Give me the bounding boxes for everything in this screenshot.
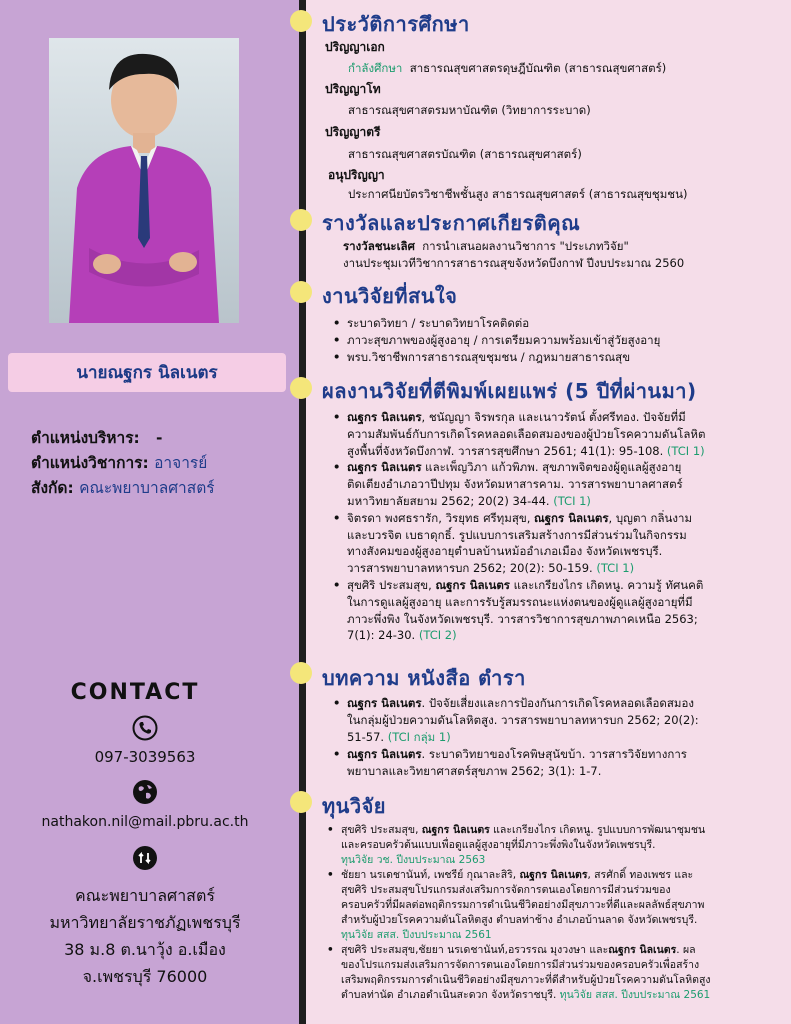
email-address[interactable]: nathakon.nil@mail.pbru.ac.th [41, 814, 249, 830]
grant-text: สำหรับผู้ป่วยโรคความดันโลหิตสูง ตำบลท่าช้าง อำเภอบ้านลาด จังหวัดเพชรบุรี. [341, 914, 698, 926]
phd-entry [348, 60, 666, 77]
publication-text: สูงพื้นที่จังหวัดบึงกาฬ. วารสารสุขศึกษา 2561; 41(1): 95-108. [347, 443, 667, 458]
publication-text: , บุญตา กลิ่นงาม [608, 510, 693, 525]
admin-position-value: - [155, 429, 163, 447]
academic-position-value: อาจารย์ [154, 454, 208, 472]
grant-text: และเกรียงไกร เกิดหนู. รูปแบบการพัฒนาชุมชน [489, 824, 706, 836]
author-highlight: ณฐกร นิลเนตร [608, 944, 677, 956]
publications-heading: ผลงานวิจัยที่ตีพิมพ์เผยแพร่ (5 ปีที่ผ่านมา) [322, 379, 697, 403]
center-divider [299, 0, 306, 1024]
award-detail: การนำเสนอผลงานวิชาการ "ประเภทวิจัย" [422, 239, 629, 253]
admin-position-label: ตำแหน่งบริหาร: [31, 429, 140, 447]
grant-text: สุขศิริ ประสมสุขโปรแกรมส่งเสริมการจัดการตนเองโดยการมีส่วนร่วมของ [341, 884, 671, 896]
award-rank: รางวัลชนะเลิศ [343, 239, 415, 253]
author-highlight: ณฐกร นิลเนตร [347, 460, 422, 475]
tci-badge: (TCI 1) [666, 443, 705, 458]
tci-badge: (TCI 1) [596, 561, 635, 576]
section-dot-icon [290, 377, 312, 399]
globe-icon [132, 779, 158, 805]
grant-text: ตำบลท่านัด อำเภอดำเนินสะดวก จังหวัดราชบุรี. [341, 989, 560, 1001]
publication-text: จิตรดา พงศธรารัก, วิรยุทธ ศรีทุมสุข, [347, 510, 535, 525]
awards-heading: รางวัลและประกาศเกียรติคุณ [322, 211, 581, 235]
publication-text: , ชนัญญา จิรพรกุล และเนาวรัตน์ ตั้งศรีทอง. ปัจจัยที่มี [421, 410, 686, 424]
grant-text: สุขศิริ ประสมสุข, [341, 824, 422, 836]
interests-heading: งานวิจัยที่สนใจ [322, 284, 458, 308]
publication-item [333, 510, 705, 577]
grant-text: สุขศิริ ประสมสุข,ชัยยา นรเดชานันท์,อรวรรณ มุงวงษา และ [341, 944, 609, 956]
grant-text: ชัยยา นรเดชานันท์, เพชรีย์ กุณาละสิริ, [341, 869, 520, 881]
interests-list [333, 315, 660, 366]
affiliation-label: สังกัด: [31, 479, 74, 497]
section-dot-icon [290, 791, 312, 813]
articles-heading: บทความ หนังสือ ตำรา [322, 666, 526, 690]
person-portrait-icon [49, 38, 239, 323]
award-event: งานประชุมเวทีวิชาการสาธารณสุขจังหวัดบึงกาฬ ปีงบประมาณ 2560 [343, 256, 685, 270]
author-highlight: ณฐกร นิลเนตร [519, 869, 588, 881]
author-highlight: ณฐกร นิลเนตร [421, 824, 490, 836]
phd-label: ปริญญาเอก [325, 40, 385, 54]
section-dot-icon [290, 662, 312, 684]
grant-item [327, 943, 710, 1003]
publication-text: และเกรียงไกร เกิดหนู. ความรู้ ทัศนคติ [509, 577, 704, 592]
directions-icon [132, 845, 158, 871]
publication-text: ในการดูแลผู้สูงอายุ และการรับรู้สมรรถนะแห่งตนของผู้ดูแลผู้สูงอายุที่มี [347, 594, 693, 609]
diploma-label: อนุปริญญา [328, 168, 385, 182]
bachelor-label: ปริญญาตรี [325, 125, 381, 139]
publication-text: และบวรจิต เบธาดุกธิ์. รูปแบบการเสริมสร้างการมีส่วนร่วมในกิจกรรม [347, 527, 687, 542]
author-highlight: ณฐกร นิลเนตร [534, 510, 609, 525]
article-text: . ระบาดวิทยาของโรคพิษสุนัขบ้า. วารสารวิจัยทางการ [421, 747, 687, 761]
author-highlight: ณฐกร นิลเนตร [435, 577, 510, 592]
master-label: ปริญญาโท [325, 82, 381, 96]
contact-title: CONTACT [70, 680, 200, 705]
section-dot-icon [290, 209, 312, 231]
address-line: 38 ม.8 ต.นาวุ้ง อ.เมือง [64, 940, 226, 959]
publication-item [333, 459, 705, 509]
admin-position-row [31, 426, 215, 451]
grant-item [327, 823, 710, 868]
publications-list [333, 409, 705, 644]
article-item [333, 695, 699, 746]
master-degree: สาธารณสุขศาสตรมหาบัณฑิต (วิทยาการระบาด) [348, 103, 591, 117]
phone-number[interactable]: 097-3039563 [94, 748, 196, 766]
articles-list [333, 695, 699, 780]
address-line: จ.เพชรบุรี 76000 [82, 967, 208, 986]
profile-photo [49, 38, 239, 323]
author-highlight: ณฐกร นิลเนตร [347, 747, 422, 761]
award-line [343, 238, 629, 255]
publication-text: ทางสังคมของผู้สูงอายุตำบลบ้านหม้ออำเภอเมือง จังหวัดเพชรบุรี. [347, 544, 663, 559]
article-text: . ปัจจัยเสี่ยงและการป้องกันการเกิดโรคหลอดเลือดสมอง [421, 696, 695, 710]
list-item: • พรบ.วิชาชีพการสาธารณสุขชุมชน / กฎหมายสาธารณสุข [333, 349, 660, 366]
education-heading: ประวัติการศึกษา [322, 12, 470, 36]
grant-funder: ทุนวิจัย วช. ปีงบประมาณ 2563 [341, 854, 486, 866]
grant-funder: ทุนวิจัย สสส. ปีงบประมาณ 2561 [559, 989, 711, 1001]
phd-degree: สาธารณสุขศาสตรดุษฎีบัณฑิต (สาธารณสุขศาสตร์) [409, 61, 667, 75]
grant-funder: ทุนวิจัย สสส. ปีงบประมาณ 2561 [341, 929, 492, 941]
affiliation-row [31, 476, 215, 501]
grant-text: . ผล [676, 944, 696, 956]
article-text: พยาบาลและวิทยาศาสตร์สุขภาพ 2562; 3(1): 1-7. [347, 764, 602, 778]
publication-text: 7(1): 24-30. [347, 628, 419, 643]
address-line: คณะพยาบาลศาสตร์ [75, 886, 215, 905]
list-item: • ระบาดวิทยา / ระบาดวิทยาโรคติดต่อ [333, 315, 660, 332]
publication-text: ภาวะพึ่งพิง ในจังหวัดเพชรบุรี. วารสารวิชาการสุขภาพภาคเหนือ 2563; [347, 611, 698, 626]
address-line: มหาวิทยาลัยราชภัฏเพชรบุรี [49, 913, 241, 932]
bachelor-degree: สาธารณสุขศาสตรบัณฑิต (สาธารณสุขศาสตร์) [348, 147, 582, 161]
list-item: • ภาวะสุขภาพของผู้สูงอายุ / การเตรียมความพร้อมเข้าสู่วัยสูงอายุ [333, 332, 660, 349]
diploma-degree: ประกาศนียบัตรวิชาชีพชั้นสูง สาธารณสุขศาสตร์ (สาธารณสุขชุมชน) [348, 187, 688, 201]
grants-list [327, 823, 710, 1003]
article-text: ในกลุ่มผู้ป่วยความดันโลหิตสูง. วารสารพยาบาลทหารบก 2562; 20(2): [347, 713, 699, 727]
publication-text: สุขศิริ ประสมสุข, [347, 577, 436, 592]
article-item [333, 746, 699, 780]
publication-text: ความสัมพันธ์กับการเกิดโรคหลอดเลือดสมองของผู้ป่วยโรคความดันโลหิต [347, 426, 706, 441]
person-name: นายณฐกร นิลเนตร [8, 353, 286, 392]
address [0, 882, 290, 990]
tci-badge: (TCI กลุ่ม 1) [387, 730, 451, 744]
section-dot-icon [290, 10, 312, 32]
phone-icon [132, 715, 158, 741]
publication-text: และเพ็ญวิภา แก้วพิภพ. สุขภาพจิตของผู้ดูแลผู้สูงอายุ [421, 460, 682, 475]
publication-item [333, 409, 705, 459]
position-info [31, 426, 215, 501]
publication-item [333, 577, 705, 644]
publication-text: มหาวิทยาลัยสยาม 2562; 20(2) 34-44. [347, 493, 554, 508]
grants-heading: ทุนวิจัย [322, 794, 387, 818]
grant-item [327, 868, 710, 943]
grant-text: , สรศักดิ์ ทองเพชร และ [587, 869, 694, 881]
academic-position-row [31, 451, 215, 476]
article-text: 51-57. [347, 730, 388, 744]
grant-text: เสริมพฤติกรรมการดำเนินชีวิตอย่างมีสุขภาวะที่ดีสำหรับผู้ป่วยโรคความดันโลหิตสูง [341, 974, 711, 986]
affiliation-value: คณะพยาบาลศาสตร์ [79, 479, 215, 497]
publication-text: ติดเตียงอำเภอวาปีปทุม จังหวัดมหาสารคาม. วารสารพยาบาลศาสตร์ [347, 477, 683, 492]
academic-position-label: ตำแหน่งวิชาการ: [31, 454, 149, 472]
grant-text: ของโปรแกรมส่งเสริมการจัดการตนเองโดยการมีส่วนร่วมของครอบครัวเพื่อสร้าง [341, 959, 700, 971]
grant-text: และครอบครัวต้นแบบเพื่อดูแลผู้สูงอายุที่มีภาวะพึ่งพิงในจังหวัดเพชรบุรี. [341, 839, 656, 851]
tci-badge: (TCI 2) [418, 628, 457, 643]
tci-badge: (TCI 1) [553, 493, 591, 508]
section-dot-icon [290, 281, 312, 303]
author-highlight: ณฐกร นิลเนตร [347, 696, 422, 710]
grant-text: ครอบครัวที่มีผลต่อพฤติกรรมการดำเนินชีวิตอย่างมีสุขภาวะที่ดีและผลลัพธ์สุขภาพ [341, 899, 705, 911]
publication-text: วารสารพยาบาลทหารบก 2562; 20(2): 50-159. [347, 561, 597, 576]
author-highlight: ณฐกร นิลเนตร [347, 410, 422, 424]
phd-status: กำลังศึกษา [348, 61, 403, 75]
